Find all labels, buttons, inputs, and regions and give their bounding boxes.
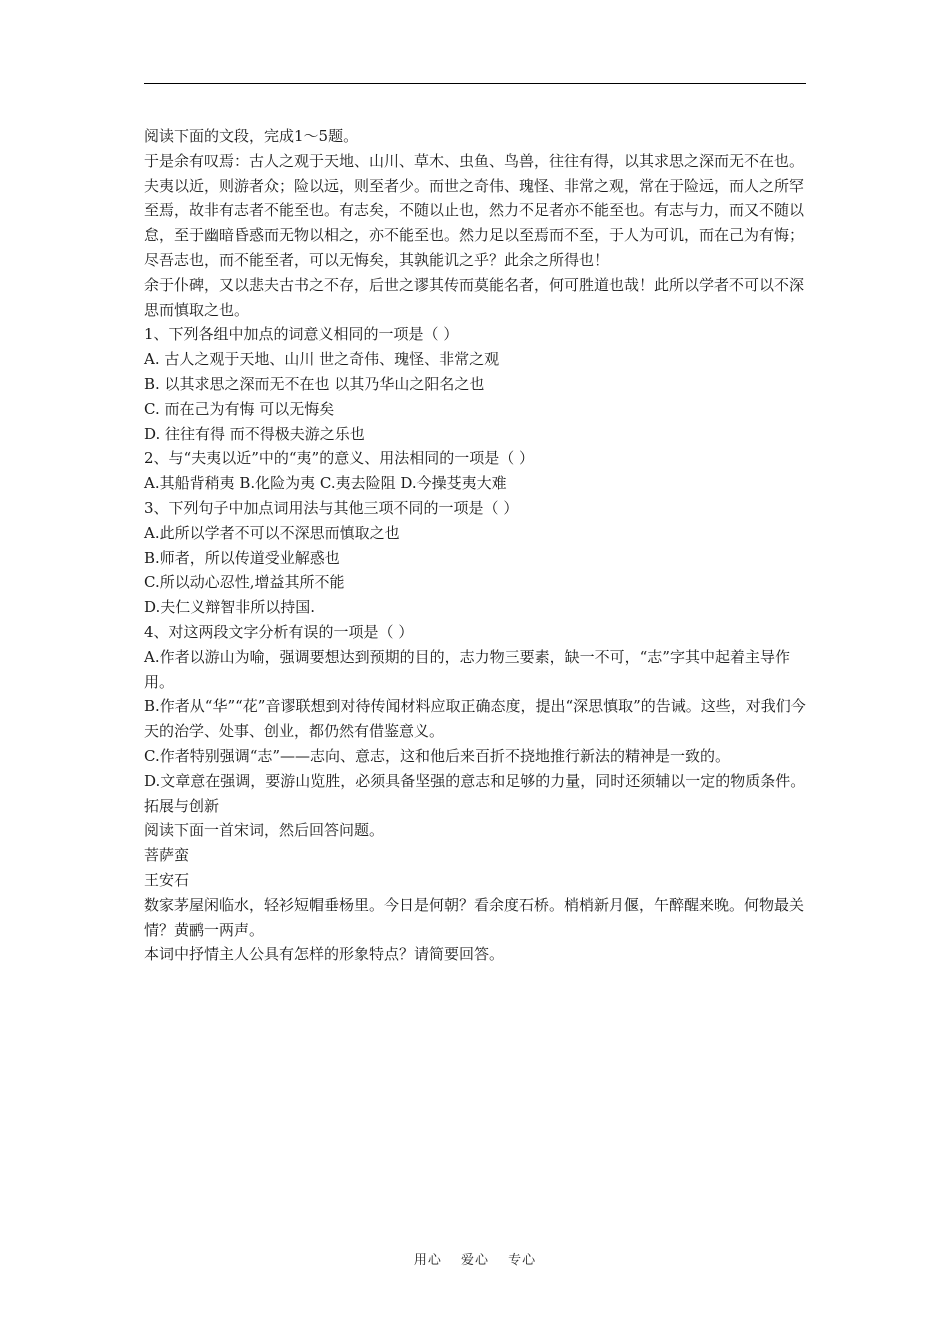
question-4-option-d: D.文章意在强调，要游山览胜，必须具备坚强的意志和足够的力量，同时还须辅以一定的物质条件。	[144, 771, 806, 790]
question-4-option-c: C.作者特别强调“志”——志向、意志，这和他后来百折不挠地推行新法的精神是一致的。	[144, 746, 731, 765]
question-2: 2、与“夫夷以近”中的“夷”的意义、用法相同的一项是（ ）	[144, 449, 534, 468]
question-3-option-d: D.夫仁义辩智非所以持国.	[144, 598, 316, 617]
question-3-option-a: A.此所以学者不可以不深思而慎取之也	[144, 523, 400, 542]
poem-author: 王安石	[144, 870, 190, 889]
passage-paragraph-1: 于是余有叹焉：古人之观于天地、山川、草木、虫鱼、鸟兽，往往有得，以其求思之深而无不在也。夫夷以近，则游者众；险以远，则至者少。而世之奇伟、瑰怪、非常之观，常在于险远，而人之所罕至焉，故非有志者不能至也。有志矣，不随以止也，然力不足者亦不能至也。有志与力，而又不随以怠，至于幽暗昏惑而无物以相之，亦不能至也。然力足以至焉而不至，于人为可讥，而在己为有悔；尽吾志也，而不能至者，可以无悔矣，其孰能讥之乎？此余之所得也！	[144, 151, 805, 269]
header-rule	[144, 83, 806, 84]
question-2-options: A.其船背稍夷 B.化险为夷 C.夷去险阻 D.今操芟夷大难	[144, 474, 507, 493]
poem-question: 本词中抒情主人公具有怎样的形象特点？请简要回答。	[144, 945, 505, 964]
instruction-line: 阅读下面的文段，完成1～5题。	[144, 127, 359, 145]
question-4-option-a: A.作者以游山为喻，强调要想达到预期的目的，志力物三要素，缺一不可，“志”字其中起着主导作用。	[144, 647, 790, 691]
passage-paragraph-2: 余于仆碑，又以悲夫古书之不存，后世之谬其传而莫能名者，何可胜道也哉！此所以学者不可以不深思而慎取之也。	[144, 275, 805, 319]
question-3-option-c: C.所以动心忍性,增益其所不能	[144, 573, 345, 592]
question-3-option-b: B.师者，所以传道受业解惑也	[144, 548, 340, 567]
poem-text: 数家茅屋闲临水，轻衫短帽垂杨里。今日是何朝？看余度石桥。梢梢新月偃，午醉醒来晚。何物最关情？黄鹂一两声。	[144, 895, 805, 939]
document-body	[144, 124, 808, 967]
page-footer: 用心 爱心 专心	[413, 1253, 537, 1268]
section-heading: 拓展与创新	[144, 796, 220, 815]
question-4: 4、对这两段文字分析有误的一项是（ ）	[144, 622, 414, 641]
question-1-option-c: C. 而在己为有悔 可以无悔矣	[144, 399, 335, 418]
question-1-option-b: B. 以其求思之深而无不在也 以其乃华山之阳名之也	[144, 374, 485, 393]
question-1-option-a: A. 古人之观于天地、山川 世之奇伟、瑰怪、非常之观	[144, 350, 500, 369]
question-1-option-d: D. 往往有得 而不得极夫游之乐也	[144, 424, 365, 443]
question-3: 3、下列句子中加点词用法与其他三项不同的一项是（ ）	[144, 498, 519, 517]
question-4-option-b: B.作者从“华”“花”音谬联想到对待传闻材料应取正确态度，提出“深思慎取”的告诫。这些，对我们今天的治学、处事、创业，都仍然有借鉴意义。	[144, 697, 806, 741]
poem-instruction: 阅读下面一首宋词，然后回答问题。	[144, 821, 385, 840]
question-1: 1、下列各组中加点的词意义相同的一项是（ ）	[144, 325, 459, 344]
poem-title: 菩萨蛮	[144, 846, 190, 865]
